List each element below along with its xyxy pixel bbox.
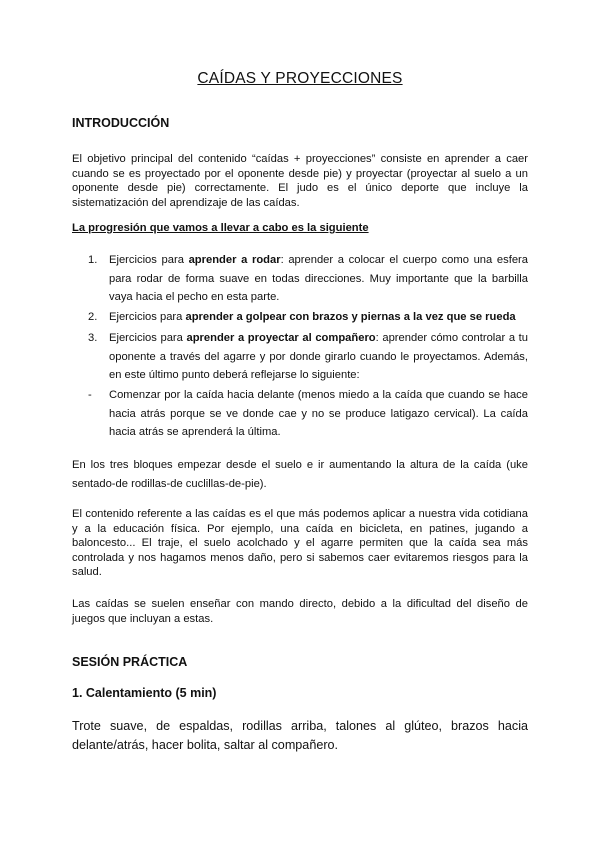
progression-heading: La progresión que vamos a llevar a cabo es la siguiente — [72, 222, 369, 234]
list-item-prefix: Ejercicios para — [109, 332, 187, 344]
list-item — [88, 251, 528, 307]
list-item-bold: aprender a golpear con brazos y piernas a la vez que se rueda — [185, 311, 516, 323]
list-item — [88, 329, 528, 385]
warmup-heading: 1. Calentamiento (5 min) — [72, 686, 217, 700]
blocks-paragraph: En los tres bloques empezar desde el suelo e ir aumentando la altura de la caída (uke sentado-de rodillas-de cuclillas-de-pie). — [72, 459, 528, 490]
list-marker: 1. — [88, 254, 98, 266]
list-marker: 2. — [88, 311, 98, 323]
list-marker: 3. — [88, 332, 98, 344]
intro-heading: INTRODUCCIÓN — [72, 116, 170, 130]
list-item-bold: aprender a rodar — [188, 254, 281, 266]
list-item-prefix: Ejercicios para — [109, 311, 186, 323]
list-item-bold: aprender a proyectar al compañero — [186, 332, 376, 344]
content-paragraph: El contenido referente a las caídas es el que más podemos aplicar a nuestra vida cotidiana y a la educación física. Por ejemplo, una caída en bicicleta, en patines, jugando a baloncesto... El traje, el suelo acolchado y el agarre permiten que la caída sea más controlada y nos hagamos menos daño, pero si sabemos caer evitaremos riesgos para la salud. — [72, 508, 528, 579]
session-heading: SESIÓN PRÁCTICA — [72, 655, 188, 669]
list-item-suffix: : aprender a colocar el cuerpo como una esfera para rodar de forma suave en todas direcciones. Muy importante que la barbilla vaya hacia el pecho en esta parte. — [109, 254, 528, 303]
teaching-paragraph: Las caídas se suelen enseñar con mando directo, debido a la dificultad del diseño de juegos que incluyan a estas. — [72, 598, 528, 625]
list-item-prefix: Comenzar por la caída hacia delante (menos miedo a la caída que cuando se hace hacia atrás porque se ve donde cae y no se produce latigazo cervical). La caída hacia atrás se aprenderá la última. — [109, 389, 528, 438]
warmup-paragraph: Trote suave, de espaldas, rodillas arriba, talones al glúteo, brazos hacia delante/atrás, hacer bolita, saltar al compañero. — [72, 719, 528, 752]
list-item — [88, 386, 528, 442]
list-marker: - — [88, 389, 92, 401]
intro-paragraph: El objetivo principal del contenido “caídas + proyecciones” consiste en aprender a caer cuando se es proyectado por el oponente desde pie) y proyectar (proyectar al suelo a un oponente desde pie) correctamente. El judo es el único deporte que incluye la sistematización del aprendizaje de las caídas. — [72, 153, 528, 209]
page-title: CAÍDAS Y PROYECCIONES — [197, 70, 403, 87]
list-item-suffix: : aprender cómo controlar a tu oponente a través del agarre y por donde girarlo cuando le proyectamos. Además, en este último punto deberá reflejarse lo siguiente: — [109, 332, 529, 381]
list-item-prefix: Ejercicios para — [109, 254, 189, 266]
list-item — [88, 308, 528, 327]
